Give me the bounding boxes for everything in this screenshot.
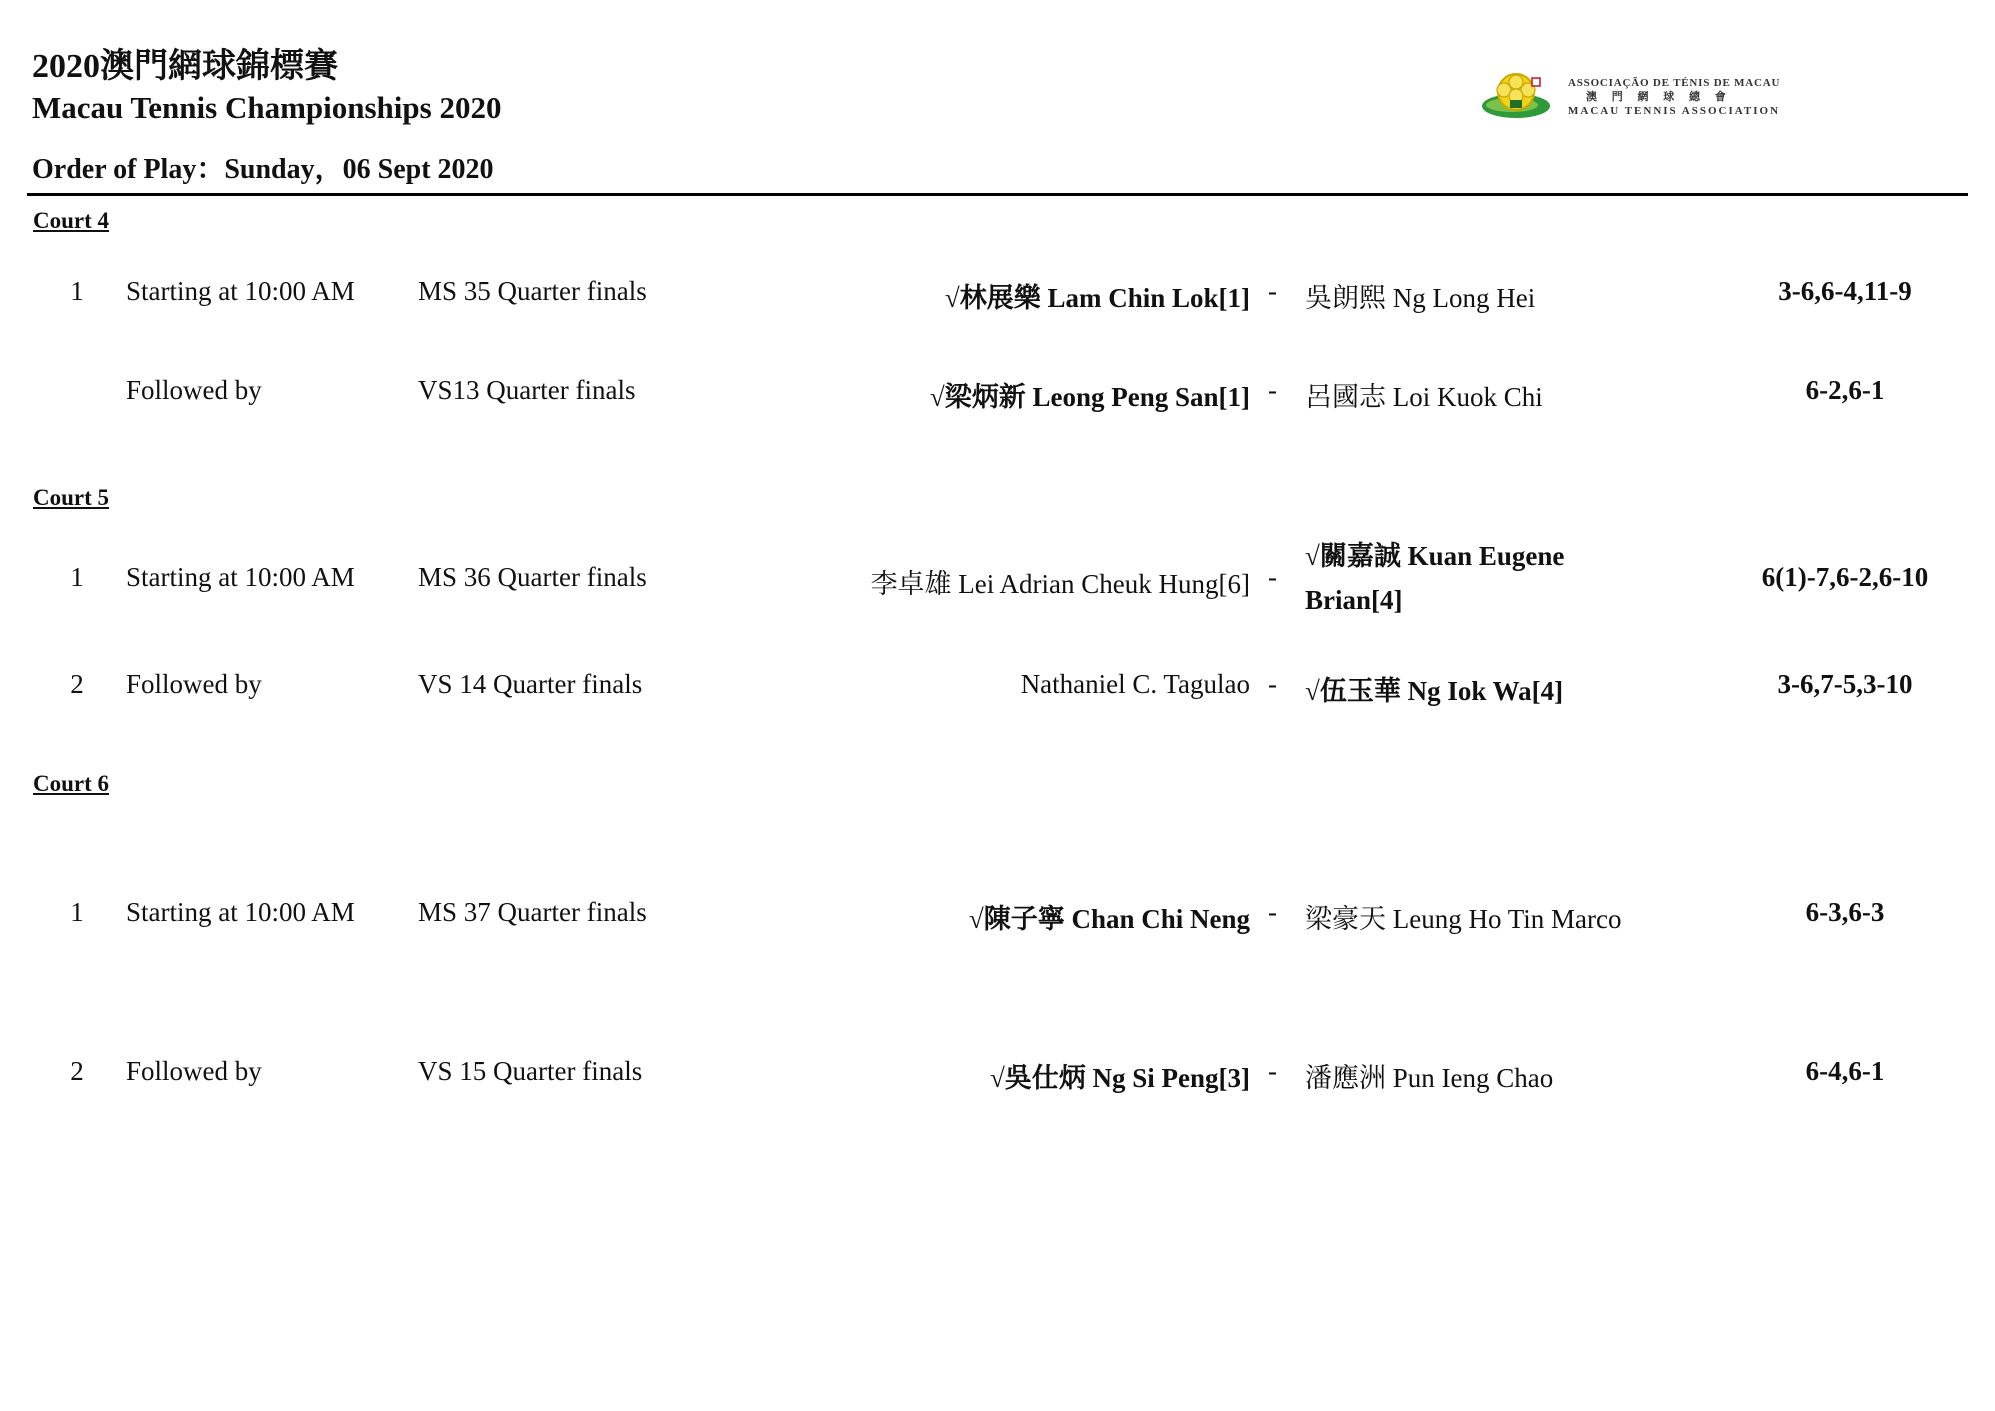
logo-text bbox=[1568, 76, 1780, 118]
player-one: √梁炳新 Leong Peng San[1] bbox=[929, 382, 1250, 412]
player-one: 李卓雄 Lei Adrian Cheuk Hung[6] bbox=[870, 569, 1250, 599]
tennis-ball-logo-icon bbox=[1480, 70, 1560, 122]
header-divider bbox=[27, 193, 1968, 196]
match-start: Followed by bbox=[126, 375, 262, 405]
match-event: VS 14 Quarter finals bbox=[418, 669, 643, 699]
match-score: 6-3,6-3 bbox=[1805, 897, 1885, 927]
player-one: √陳子寧 Chan Chi Neng bbox=[968, 904, 1250, 934]
logo-line-english: MACAU TENNIS ASSOCIATION bbox=[1568, 105, 1781, 117]
logo-line-chinese: 澳 門 網 球 總 會 bbox=[1586, 91, 1732, 103]
player-one: √吳仕炳 Ng Si Peng[3] bbox=[989, 1063, 1250, 1093]
player-one: √林展樂 Lam Chin Lok[1] bbox=[944, 283, 1250, 313]
match-score: 6-2,6-1 bbox=[1805, 375, 1885, 405]
match-start: Starting at 10:00 AM bbox=[126, 897, 355, 927]
association-logo bbox=[1480, 70, 1780, 122]
match-event: MS 35 Quarter finals bbox=[418, 276, 647, 306]
match-event: VS13 Quarter finals bbox=[418, 375, 636, 405]
match-number: 1 bbox=[70, 562, 84, 592]
match-event: MS 37 Quarter finals bbox=[418, 897, 647, 927]
court-heading: Court 5 bbox=[33, 485, 110, 510]
versus-separator: - bbox=[1268, 669, 1277, 699]
match-number: 1 bbox=[70, 897, 84, 927]
versus-separator: - bbox=[1268, 562, 1277, 592]
logo-line-portuguese: ASSOCIAÇÃO DE TÉNIS DE MACAU bbox=[1568, 77, 1781, 89]
match-score: 3-6,6-4,11-9 bbox=[1778, 276, 1912, 306]
match-event: MS 36 Quarter finals bbox=[418, 562, 647, 592]
player-two: √關嘉誠 Kuan Eugene Brian[4] bbox=[1305, 541, 1565, 615]
player-two: 呂國志 Loi Kuok Chi bbox=[1305, 382, 1543, 412]
match-score: 6(1)-7,6-2,6-10 bbox=[1761, 562, 1929, 592]
versus-separator: - bbox=[1268, 897, 1277, 927]
title-chinese: 2020澳門網球錦標賽 bbox=[32, 48, 338, 85]
player-two: 潘應洲 Pun Ieng Chao bbox=[1305, 1063, 1554, 1093]
match-start: Followed by bbox=[126, 1056, 262, 1086]
match-start: Starting at 10:00 AM bbox=[126, 276, 355, 306]
match-number: 1 bbox=[70, 276, 84, 306]
court-heading: Court 4 bbox=[33, 208, 110, 233]
title-english: Macau Tennis Championships 2020 bbox=[32, 90, 502, 125]
versus-separator: - bbox=[1268, 1056, 1277, 1086]
player-two: √伍玉華 Ng Iok Wa[4] bbox=[1305, 676, 1564, 706]
match-score: 3-6,7-5,3-10 bbox=[1777, 669, 1913, 699]
player-two: 梁豪天 Leung Ho Tin Marco bbox=[1305, 904, 1622, 934]
match-start: Starting at 10:00 AM bbox=[126, 562, 355, 592]
court-heading: Court 6 bbox=[33, 771, 110, 796]
match-number: 2 bbox=[70, 669, 84, 699]
match-event: VS 15 Quarter finals bbox=[418, 1056, 643, 1086]
versus-separator: - bbox=[1268, 276, 1277, 306]
player-one: Nathaniel C. Tagulao bbox=[1020, 669, 1250, 699]
match-score: 6-4,6-1 bbox=[1805, 1056, 1885, 1086]
match-start: Followed by bbox=[126, 669, 262, 699]
player-two: 吳朗熙 Ng Long Hei bbox=[1305, 283, 1536, 313]
order-of-play-subtitle: Order of Play：Sunday，06 Sept 2020 bbox=[32, 154, 494, 185]
match-number: 2 bbox=[70, 1056, 84, 1086]
versus-separator: - bbox=[1268, 375, 1277, 405]
